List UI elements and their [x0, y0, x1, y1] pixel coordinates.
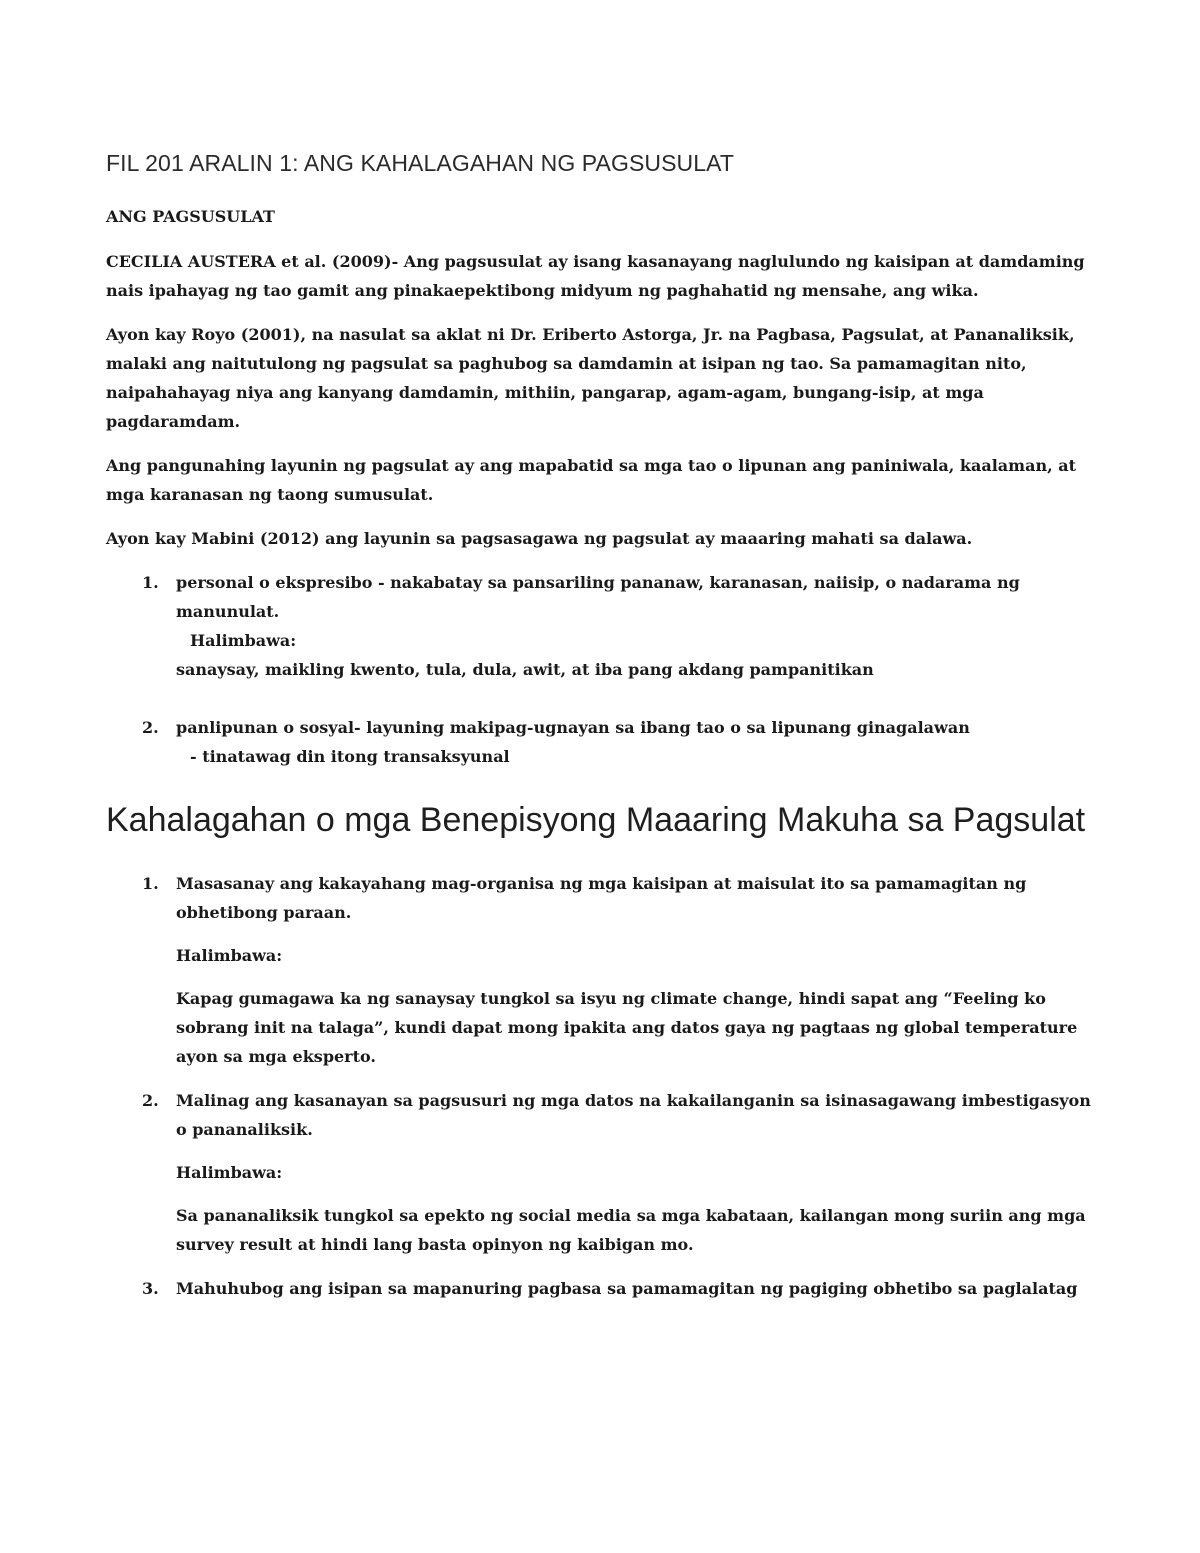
- list-number: 1.: [142, 573, 159, 592]
- list-item: [106, 869, 1096, 1071]
- list-item-note: - tinatawag din itong transaksyunal: [190, 747, 510, 766]
- list-item-text: Malinag ang kasanayan sa pagsusuri ng mga datos na kakailanganin sa isinasagawang imbestigasyon o pananaliksik.: [176, 1091, 1091, 1139]
- list-item-text: Mahuhubog ang isipan sa mapanuring pagbasa sa pamamagitan ng pagiging obhetibo sa paglalatag: [176, 1279, 1078, 1298]
- purpose-list: [106, 568, 1096, 771]
- list-number: 2.: [142, 718, 159, 737]
- list-item-text: personal o ekspresibo - nakabatay sa pansariling pananaw, karanasan, naiisip, o nadarama ng manunulat.: [176, 573, 1020, 621]
- benefits-heading: Kahalagahan o mga Benepisyong Maaaring Makuha sa Pagsulat: [106, 801, 1086, 839]
- example-label: Halimbawa:: [190, 631, 297, 650]
- benefits-list: [106, 869, 1096, 1303]
- paragraph-main-purpose: Ang pangunahing layunin ng pagsulat ay ang mapabatid sa mga tao o lipunan ang paniniwala, kaalaman, at mga karanasan ng taong sumusulat.: [106, 456, 1076, 504]
- example-text: Sa pananaliksik tungkol sa epekto ng social media sa mga kabataan, kailangan mong suriin ang mga survey result at hindi lang basta opinyon ng kaibigan mo.: [176, 1206, 1086, 1254]
- example-label: Halimbawa:: [176, 1163, 283, 1182]
- document-page: [106, 150, 1096, 1318]
- section-label: ANG PAGSUSULAT: [106, 207, 275, 226]
- example-label: Halimbawa:: [176, 946, 283, 965]
- list-item: [106, 1086, 1096, 1259]
- document-title: FIL 201 ARALIN 1: ANG KAHALAGAHAN NG PAGSUSULAT: [106, 150, 735, 176]
- list-item: [106, 713, 1096, 771]
- list-number: 2.: [142, 1091, 159, 1110]
- list-item-text: Masasanay ang kakayahang mag-organisa ng mga kaisipan at maisulat ito sa pamamagitan ng obhetibong paraan.: [176, 874, 1027, 922]
- paragraph-mabini: Ayon kay Mabini (2012) ang layunin sa pagsasagawa ng pagsulat ay maaaring mahati sa dalawa.: [106, 529, 973, 548]
- example-text: sanaysay, maikling kwento, tula, dula, awit, at iba pang akdang pampanitikan: [176, 660, 874, 679]
- example-text: Kapag gumagawa ka ng sanaysay tungkol sa isyu ng climate change, hindi sapat ang “Feeling ko sobrang init na talaga”, kundi dapat mong ipakita ang datos gaya ng pagtaas ng global temperature ayon sa mga eksperto.: [176, 989, 1078, 1066]
- paragraph-austera: CECILIA AUSTERA et al. (2009)- Ang pagsusulat ay isang kasanayang naglulundo ng kaisipan at damdaming nais ipahayag ng tao gamit ang pinakaepektibong midyum ng paghahatid ng mensahe, ang wika.: [106, 252, 1085, 300]
- list-item: [106, 568, 1096, 684]
- list-number: 3.: [142, 1279, 159, 1298]
- list-item: [106, 1274, 1096, 1303]
- list-number: 1.: [142, 874, 159, 893]
- paragraph-royo: Ayon kay Royo (2001), na nasulat sa aklat ni Dr. Eriberto Astorga, Jr. na Pagbasa, Pagsulat, at Pananaliksik, malaki ang naitutulong ng pagsulat sa paghubog sa damdamin at isipan ng tao. Sa pamamagitan nito, naipahahayag niya ang kanyang damdamin, mithiin, pangarap, agam-agam, bungang-isip, at mga pagdaramdam.: [106, 325, 1075, 431]
- list-item-text: panlipunan o sosyal- layuning makipag-ugnayan sa ibang tao o sa lipunang ginagalawan: [176, 718, 970, 737]
